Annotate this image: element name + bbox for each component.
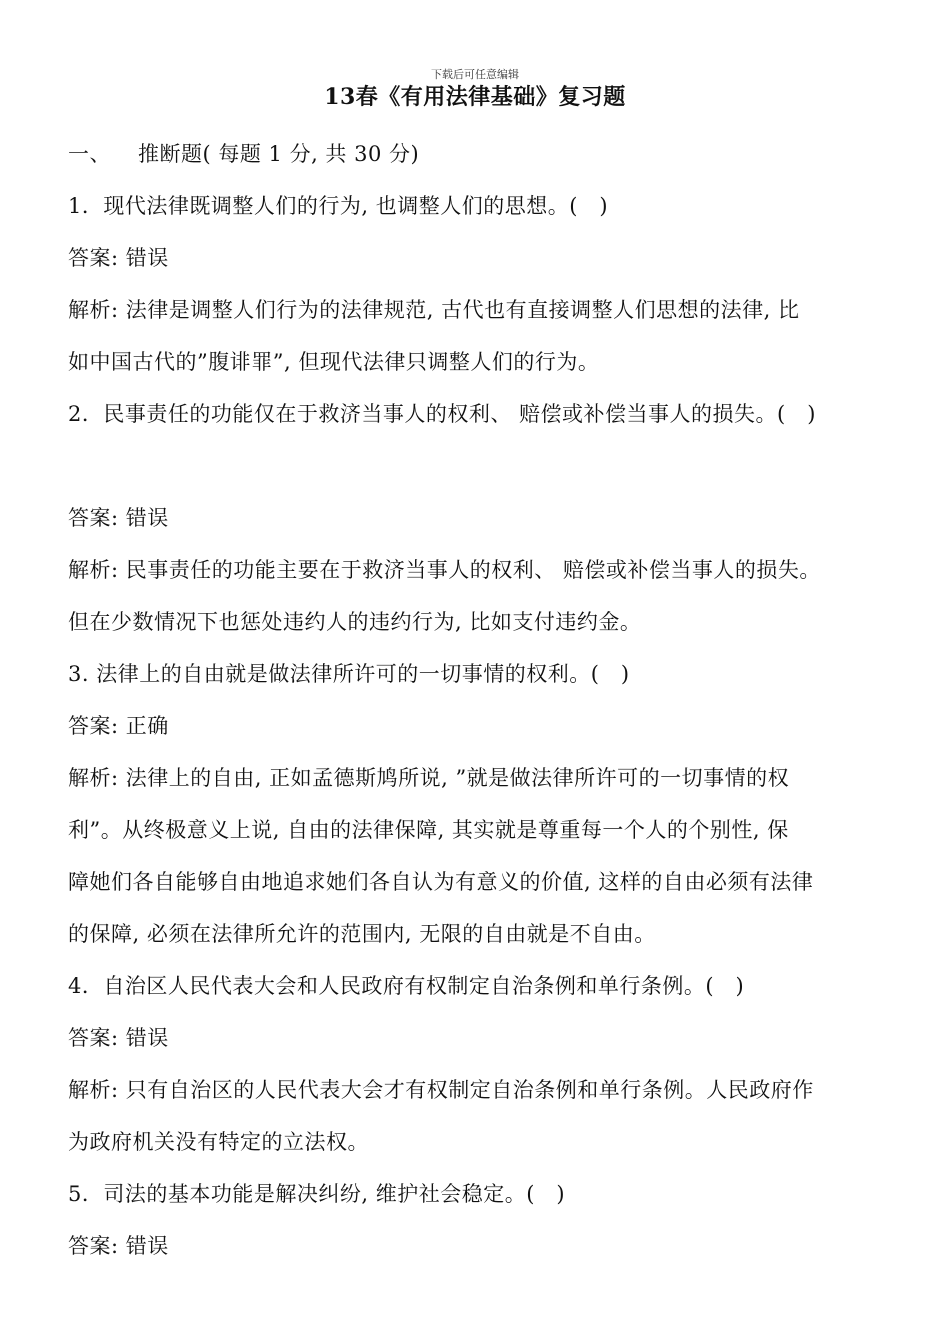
explanation-3-line-2: 利”。从终极意义上说, 自由的法律保障, 其实就是尊重每一个人的个别性, 保 [68,818,789,842]
answer-4: 答案: 错误 [68,1026,169,1050]
explanation-4-line-2: 为政府机关没有特定的立法权。 [68,1130,369,1154]
explanation-4-line-1: 解析: 只有自治区的人民代表大会才有权制定自治条例和单行条例。人民政府作 [68,1078,814,1102]
explanation-3-line-1: 解析: 法律上的自由, 正如孟德斯鸠所说, ”就是做法律所许可的一切事情的权 [68,766,790,790]
section-title: 推断题( 每题 1 分, 共 30 分) [138,142,420,166]
question-3: 3. 法律上的自由就是做法律所许可的一切事情的权利。( ) [68,662,630,686]
section-number: 一、 [68,142,111,166]
answer-2: 答案: 错误 [68,506,169,530]
document-body [68,128,898,1272]
document-title: 13春《有用法律基础》复习题 [324,84,626,110]
answer-1: 答案: 错误 [68,246,169,270]
explanation-1-line-1: 解析: 法律是调整人们行为的法律规范, 古代也有直接调整人们思想的法律, 比 [68,298,800,322]
question-1: 1．现代法律既调整人们的行为, 也调整人们的思想。( ) [68,194,609,218]
explanation-2-line-1: 解析: 民事责任的功能主要在于救济当事人的权利、 赔偿或补偿当事人的损失。 [68,558,821,582]
explanation-3-line-4: 的保障, 必须在法律所允许的范围内, 无限的自由就是不自由。 [68,922,656,946]
answer-5: 答案: 错误 [68,1234,169,1258]
answer-3: 答案: 正确 [68,714,169,738]
explanation-1-line-2: 如中国古代的”腹诽罪”, 但现代法律只调整人们的行为。 [68,350,600,374]
section-heading [68,128,898,180]
question-4: 4．自治区人民代表大会和人民政府有权制定自治条例和单行条例。( ) [68,974,745,998]
watermark-text: 下载后可任意编辑 [431,68,519,81]
question-5: 5．司法的基本功能是解决纠纷, 维护社会稳定。( ) [68,1182,566,1206]
question-2: 2．民事责任的功能仅在于救济当事人的权利、 赔偿或补偿当事人的损失。( ) [68,402,816,426]
blank-gap [68,440,898,492]
explanation-2-line-2: 但在少数情况下也惩处违约人的违约行为, 比如支付违约金。 [68,610,642,634]
explanation-3-line-3: 障她们各自能够自由地追求她们各自认为有意义的价值, 这样的自由必须有法律 [68,870,814,894]
